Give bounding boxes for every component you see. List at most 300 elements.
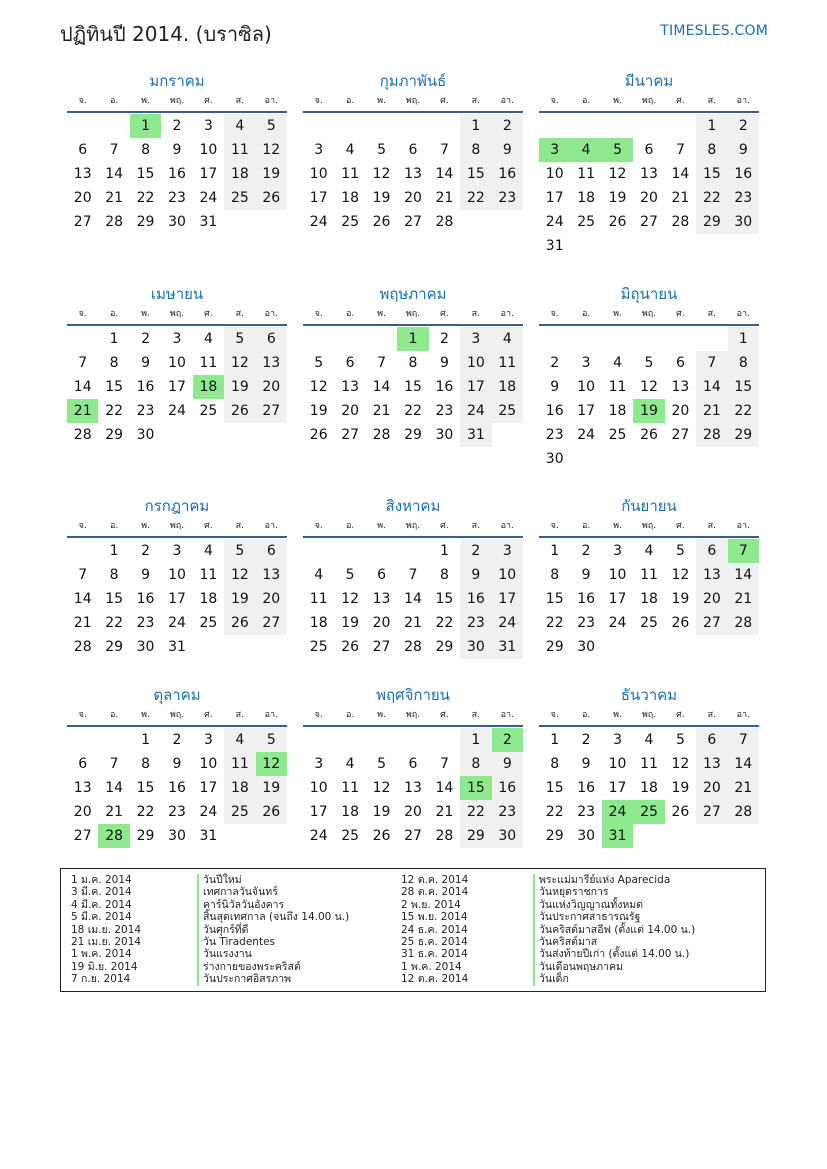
holiday-name: คาร์นิวัลวันอังคาร [197, 899, 284, 911]
weekday-label: จ. [550, 309, 559, 319]
day-cell: 25 [341, 214, 360, 230]
weekday-label: ศ. [440, 710, 449, 720]
day-cell: 20 [640, 190, 658, 206]
day-cell: 2 [492, 114, 523, 138]
day-cell: 20 [256, 587, 287, 611]
day-cell: 15 [545, 780, 564, 796]
day-cell: 1 [460, 114, 491, 138]
month-divider [303, 324, 523, 326]
day-cell: 18 [341, 804, 360, 820]
day-cell: 11 [199, 567, 218, 583]
day-cell: 28 [372, 427, 391, 443]
day-empty [67, 728, 98, 752]
weekday-label: อ. [581, 309, 591, 319]
month-block [539, 684, 759, 848]
day-cell-holiday: 28 [98, 824, 129, 848]
day-cell: 16 [577, 780, 596, 796]
day-cell: 4 [644, 543, 654, 559]
day-cell: 1 [141, 732, 151, 748]
day-cell: 17 [168, 379, 186, 395]
day-cell: 21 [696, 399, 727, 423]
day-cell: 21 [728, 587, 759, 611]
day-cell: 2 [581, 543, 591, 559]
day-cell: 30 [168, 828, 186, 844]
day-cell: 8 [408, 355, 418, 371]
day-cell: 19 [671, 780, 690, 796]
day-cell: 14 [372, 379, 391, 395]
day-cell: 10 [168, 355, 186, 371]
day-empty [334, 728, 365, 752]
day-cell: 30 [136, 639, 155, 655]
day-cell: 20 [696, 776, 727, 800]
month-name: มิถุนายน [620, 285, 678, 303]
day-cell: 28 [73, 427, 92, 443]
day-cell: 23 [728, 186, 759, 210]
day-cell: 13 [256, 351, 287, 375]
day-cell: 29 [545, 828, 564, 844]
holiday-name: วันประกาศอิสรภาพ [197, 973, 291, 985]
day-cell: 15 [136, 780, 155, 796]
day-cell: 21 [105, 190, 124, 206]
day-cell: 4 [314, 567, 324, 583]
day-cell: 4 [345, 756, 355, 772]
day-cell: 5 [377, 142, 387, 158]
day-cell: 25 [309, 639, 328, 655]
day-cell: 7 [439, 756, 449, 772]
day-cell: 25 [341, 828, 360, 844]
day-cell: 7 [109, 756, 119, 772]
day-cell: 27 [341, 427, 360, 443]
day-cell: 5 [675, 732, 685, 748]
day-cell-holiday: 19 [633, 399, 664, 423]
day-cell: 15 [136, 166, 155, 182]
month-name: สิงหาคม [385, 497, 441, 515]
day-empty [366, 327, 397, 351]
day-cell: 5 [256, 728, 287, 752]
day-cell: 29 [460, 824, 491, 848]
weekday-label: พฤ. [641, 710, 657, 720]
month-divider [539, 111, 759, 113]
holiday-name: วัน Tiradentes [197, 936, 275, 948]
day-cell: 26 [608, 214, 627, 230]
month-divider [67, 725, 287, 727]
day-cell: 5 [224, 539, 255, 563]
day-cell: 22 [105, 403, 124, 419]
day-grid [539, 327, 759, 471]
day-cell-holiday: 21 [67, 399, 98, 423]
day-cell: 8 [550, 567, 560, 583]
day-cell: 21 [372, 403, 391, 419]
day-cell: 27 [256, 399, 287, 423]
day-cell: 10 [577, 379, 596, 395]
day-cell: 13 [256, 563, 287, 587]
weekday-header [303, 92, 523, 110]
day-cell: 27 [696, 611, 727, 635]
weekday-label: อ. [109, 521, 119, 531]
month-name: ตุลาคม [153, 686, 201, 704]
day-cell: 22 [105, 615, 124, 631]
day-cell: 3 [460, 327, 491, 351]
day-cell: 24 [577, 427, 596, 443]
weekday-label: ส. [471, 521, 481, 531]
holiday-date: 5 มี.ค. 2014 [71, 911, 132, 924]
day-cell: 8 [439, 567, 449, 583]
day-cell: 17 [460, 375, 491, 399]
weekday-label: อา. [264, 521, 278, 531]
holiday-name: วันแรงงาน [197, 948, 252, 960]
day-cell: 30 [728, 210, 759, 234]
holiday-date: 2 พ.ย. 2014 [401, 898, 461, 911]
weekday-label: ศ. [204, 710, 213, 720]
day-cell: 18 [199, 591, 218, 607]
day-cell: 27 [73, 828, 92, 844]
day-cell-holiday: 15 [460, 776, 491, 800]
day-cell: 4 [203, 331, 213, 347]
month-name: ธันวาคม [620, 686, 678, 704]
weekday-label: อ. [345, 309, 355, 319]
day-cell: 30 [492, 824, 523, 848]
day-cell: 10 [168, 567, 186, 583]
day-cell: 23 [435, 403, 454, 419]
day-cell: 17 [492, 587, 523, 611]
weekday-label: อ. [345, 96, 355, 106]
month-name: กรกฎาคม [144, 497, 210, 515]
weekday-label: อา. [264, 96, 278, 106]
day-cell: 19 [224, 375, 255, 399]
holiday-name: วันคริสต์มาสอีฟ (ตั้งแต่ 14.00 น.) [533, 924, 695, 936]
day-cell: 30 [577, 828, 596, 844]
day-cell: 4 [224, 114, 255, 138]
day-cell: 9 [492, 752, 523, 776]
day-empty [303, 114, 334, 138]
day-empty [303, 327, 334, 351]
day-cell: 4 [203, 543, 213, 559]
day-grid [303, 114, 523, 234]
day-cell: 27 [404, 214, 422, 230]
day-cell: 7 [728, 728, 759, 752]
day-cell: 29 [105, 427, 124, 443]
day-cell: 24 [309, 828, 328, 844]
day-cell: 1 [550, 732, 560, 748]
day-cell: 19 [608, 190, 627, 206]
day-cell: 25 [199, 615, 218, 631]
day-cell: 12 [256, 138, 287, 162]
day-cell: 23 [136, 403, 155, 419]
weekday-label: จ. [550, 710, 559, 720]
weekday-label: พ. [377, 96, 386, 106]
day-empty [665, 327, 696, 351]
month-divider [303, 725, 523, 727]
weekday-label: พฤ. [169, 710, 185, 720]
day-cell: 12 [372, 166, 391, 182]
day-cell: 1 [728, 327, 759, 351]
day-cell: 30 [460, 635, 491, 659]
month-block [303, 495, 523, 659]
weekday-label: อ. [109, 309, 119, 319]
day-cell: 16 [168, 166, 186, 182]
day-cell: 13 [671, 379, 690, 395]
holiday-date: 4 มี.ค. 2014 [71, 898, 132, 911]
day-cell: 9 [550, 379, 560, 395]
day-empty [429, 728, 460, 752]
weekday-label: พ. [377, 309, 386, 319]
day-cell: 7 [109, 142, 119, 158]
day-empty [397, 539, 428, 563]
day-cell: 21 [728, 776, 759, 800]
day-cell: 14 [671, 166, 690, 182]
day-cell: 24 [608, 615, 627, 631]
day-cell: 31 [168, 639, 186, 655]
weekday-label: พ. [613, 309, 622, 319]
day-cell: 19 [671, 591, 690, 607]
day-empty [67, 539, 98, 563]
month-block [539, 283, 759, 471]
day-empty [602, 327, 633, 351]
day-cell: 21 [404, 615, 422, 631]
month-divider [67, 536, 287, 538]
weekday-header [539, 706, 759, 724]
day-cell: 7 [696, 351, 727, 375]
day-cell: 18 [224, 776, 255, 800]
day-cell: 14 [728, 563, 759, 587]
day-cell: 2 [550, 355, 560, 371]
day-cell: 20 [696, 587, 727, 611]
weekday-label: พฤ. [169, 96, 185, 106]
day-cell: 28 [696, 423, 727, 447]
day-grid [303, 728, 523, 848]
day-cell: 8 [141, 756, 151, 772]
day-cell: 8 [460, 752, 491, 776]
weekday-label: ส. [235, 710, 245, 720]
weekday-label: จ. [550, 96, 559, 106]
day-cell: 15 [696, 162, 727, 186]
day-cell: 16 [136, 379, 155, 395]
day-cell: 26 [671, 804, 690, 820]
day-cell: 27 [372, 639, 391, 655]
day-cell: 6 [696, 539, 727, 563]
day-cell-holiday: 1 [397, 327, 428, 351]
day-cell: 25 [608, 427, 627, 443]
day-cell: 30 [168, 214, 186, 230]
day-cell: 12 [608, 166, 627, 182]
day-cell: 23 [168, 804, 186, 820]
day-cell: 16 [435, 379, 454, 395]
day-cell: 6 [675, 355, 685, 371]
day-cell-holiday: 2 [492, 728, 523, 752]
day-empty [334, 114, 365, 138]
day-cell: 23 [168, 190, 186, 206]
day-cell: 4 [613, 355, 623, 371]
day-cell: 6 [345, 355, 355, 371]
day-cell: 26 [309, 427, 328, 443]
weekday-label: อา. [736, 96, 750, 106]
day-empty [539, 327, 570, 351]
day-cell: 5 [345, 567, 355, 583]
weekday-label: พฤ. [405, 96, 421, 106]
day-cell: 20 [256, 375, 287, 399]
holiday-name: เทศกาลวันจันทร์ [197, 886, 278, 898]
weekday-label: อา. [500, 521, 514, 531]
day-cell: 31 [492, 635, 523, 659]
day-empty [633, 114, 664, 138]
day-cell: 3 [613, 732, 623, 748]
day-empty [570, 114, 601, 138]
day-cell: 11 [640, 567, 658, 583]
day-cell: 3 [492, 539, 523, 563]
day-cell: 10 [199, 756, 218, 772]
day-cell: 29 [435, 639, 454, 655]
brand-link[interactable]: TIMESLES.COM [660, 23, 768, 39]
day-cell: 17 [608, 780, 627, 796]
page-title: ปฏิทินปี 2014. (บราซิล) [60, 22, 272, 46]
day-cell: 18 [640, 591, 658, 607]
month-divider [539, 536, 759, 538]
day-cell: 14 [73, 591, 92, 607]
day-empty [366, 114, 397, 138]
day-cell: 31 [199, 214, 218, 230]
weekday-label: พ. [613, 710, 622, 720]
holiday-date: 24 ธ.ค. 2014 [401, 923, 468, 936]
day-cell: 6 [408, 142, 418, 158]
day-cell: 29 [728, 423, 759, 447]
month-name: เมษายน [150, 285, 204, 303]
day-cell: 22 [545, 804, 564, 820]
day-cell: 27 [404, 828, 422, 844]
weekday-label: ศ. [204, 521, 213, 531]
day-cell: 4 [644, 732, 654, 748]
day-cell: 22 [728, 399, 759, 423]
day-cell: 5 [377, 756, 387, 772]
holiday-date: 28 ต.ค. 2014 [401, 886, 469, 899]
day-cell: 20 [73, 804, 92, 820]
weekday-label: ส. [471, 710, 481, 720]
day-cell: 26 [372, 214, 391, 230]
month-block [303, 283, 523, 447]
weekday-label: พฤ. [405, 521, 421, 531]
weekday-label: อ. [581, 710, 591, 720]
day-cell: 15 [460, 162, 491, 186]
day-cell: 6 [256, 539, 287, 563]
day-cell: 25 [577, 214, 596, 230]
day-cell: 31 [199, 828, 218, 844]
month-divider [67, 111, 287, 113]
holiday-date: 21 เม.ย. 2014 [71, 935, 142, 948]
weekday-label: อา. [264, 710, 278, 720]
weekday-header [303, 517, 523, 535]
day-cell: 8 [460, 138, 491, 162]
day-cell: 28 [404, 639, 422, 655]
weekday-label: อา. [736, 309, 750, 319]
day-cell: 20 [73, 190, 92, 206]
holiday-name: วันคริสต์มาส [533, 936, 597, 948]
weekday-label: ส. [471, 96, 481, 106]
month-block [67, 495, 287, 659]
day-cell: 2 [141, 331, 151, 347]
day-cell: 21 [671, 190, 690, 206]
day-cell: 17 [199, 166, 218, 182]
weekday-label: พ. [141, 710, 150, 720]
month-block [67, 684, 287, 848]
day-empty [397, 728, 428, 752]
day-cell: 23 [545, 427, 564, 443]
day-cell: 8 [109, 567, 119, 583]
day-cell-holiday: 31 [602, 824, 633, 848]
day-cell: 11 [341, 166, 360, 182]
holiday-date: 1 พ.ค. 2014 [401, 960, 462, 973]
day-cell: 30 [435, 427, 454, 443]
holiday-date: 12 ต.ค. 2014 [401, 874, 469, 886]
day-cell: 28 [671, 214, 690, 230]
day-cell: 16 [136, 591, 155, 607]
holiday-name: วันศุกร์ที่ดี [197, 924, 248, 936]
day-cell: 10 [460, 351, 491, 375]
holiday-name: ร่างกายของพระคริสต์ [197, 961, 301, 973]
day-cell: 23 [136, 615, 155, 631]
day-empty [366, 728, 397, 752]
day-cell: 15 [728, 375, 759, 399]
weekday-header [67, 517, 287, 535]
holiday-date: 31 ธ.ค. 2014 [401, 948, 468, 961]
day-cell: 19 [309, 403, 328, 419]
holiday-date: 25 ธ.ค. 2014 [401, 935, 468, 948]
day-cell: 22 [435, 615, 454, 631]
day-empty [67, 327, 98, 351]
day-cell: 4 [492, 327, 523, 351]
day-cell: 22 [545, 615, 564, 631]
weekday-label: อ. [581, 96, 591, 106]
day-cell: 24 [492, 611, 523, 635]
day-cell: 20 [372, 615, 391, 631]
day-cell: 26 [671, 615, 690, 631]
day-cell: 30 [136, 427, 155, 443]
day-cell: 7 [408, 567, 418, 583]
day-cell: 12 [671, 567, 690, 583]
weekday-label: พฤ. [641, 521, 657, 531]
weekday-label: ส. [707, 521, 717, 531]
day-cell: 18 [341, 190, 360, 206]
day-cell: 2 [460, 539, 491, 563]
day-cell: 5 [224, 327, 255, 351]
day-cell-holiday: 3 [539, 138, 570, 162]
day-cell: 15 [105, 379, 124, 395]
month-block [67, 283, 287, 447]
day-cell: 23 [492, 186, 523, 210]
weekday-label: ส. [707, 309, 717, 319]
day-cell: 14 [73, 379, 92, 395]
day-cell: 18 [577, 190, 596, 206]
day-cell: 15 [545, 591, 564, 607]
day-cell: 16 [168, 780, 186, 796]
day-grid [67, 327, 287, 447]
day-cell: 31 [460, 423, 491, 447]
day-cell: 1 [550, 543, 560, 559]
weekday-label: อา. [500, 309, 514, 319]
day-cell: 9 [581, 756, 591, 772]
weekday-label: จ. [314, 521, 323, 531]
day-empty [334, 539, 365, 563]
day-cell: 24 [199, 190, 218, 206]
day-grid [539, 114, 759, 258]
holiday-date: 1 ม.ค. 2014 [71, 874, 132, 886]
day-cell: 29 [136, 828, 155, 844]
day-cell: 1 [439, 543, 449, 559]
holiday-name: วันหยุดราชการ [533, 886, 609, 898]
day-empty [570, 327, 601, 351]
day-cell: 19 [372, 804, 391, 820]
month-divider [303, 536, 523, 538]
weekday-label: จ. [550, 521, 559, 531]
weekday-label: อ. [345, 521, 355, 531]
